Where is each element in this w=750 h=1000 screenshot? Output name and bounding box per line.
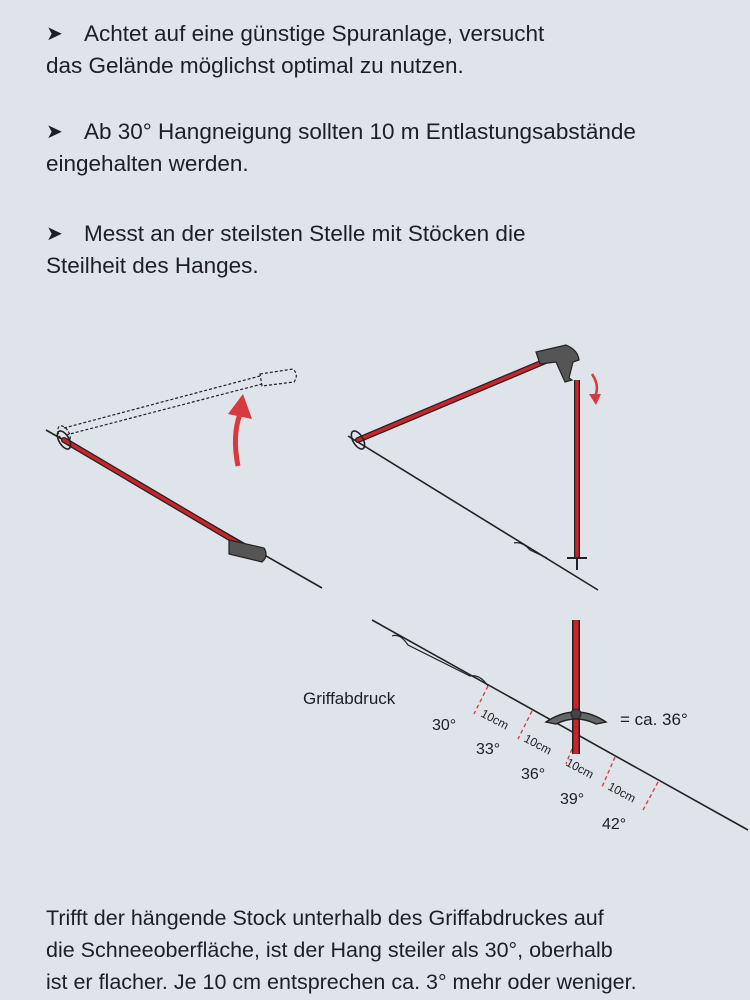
arrow-bullet-icon: ➤ bbox=[46, 23, 63, 45]
footer-line1: Trifft der hängende Stock unterhalb des Griffabdruckes auf bbox=[46, 906, 604, 930]
panel-pole-rotation bbox=[46, 369, 322, 588]
grip-mark bbox=[392, 635, 488, 686]
footer-line2: die Schneeoberfläche, ist der Hang steiler als 30°, oberhalb bbox=[46, 938, 613, 962]
explanation-paragraph bbox=[46, 902, 746, 998]
bullet-text-line1: Messt an der steilsten Stelle mit Stöcken die bbox=[84, 221, 526, 246]
spacing-label: 10cm bbox=[563, 755, 597, 782]
arrow-bullet-icon: ➤ bbox=[46, 223, 63, 245]
bullet-text-line2: das Gelände möglichst optimal zu nutzen. bbox=[46, 53, 464, 78]
slope-measurement-diagram bbox=[0, 320, 750, 900]
swing-down-arrow-icon bbox=[589, 374, 601, 405]
angle-label-39: 39° bbox=[560, 791, 585, 808]
angle-label-33: 33° bbox=[476, 741, 501, 758]
hanging-pole bbox=[567, 380, 587, 570]
bullet-measure bbox=[46, 218, 736, 282]
grip-mark-label: Griffabdruck bbox=[303, 689, 396, 708]
bullet-text-line2: eingehalten werden. bbox=[46, 151, 249, 176]
result-label: = ca. 36° bbox=[620, 710, 688, 729]
bullet-terrain bbox=[46, 18, 736, 82]
rotate-up-arrow-icon bbox=[228, 394, 252, 466]
bullet-text-line1: Achtet auf eine günstige Spuranlage, versucht bbox=[84, 21, 545, 46]
panel-pole-hanging bbox=[348, 345, 601, 590]
bullet-spacing bbox=[46, 116, 736, 180]
bullet-text-line2: Steilheit des Hanges. bbox=[46, 253, 259, 278]
ski-pole-icon bbox=[546, 620, 606, 754]
bullet-text-line1: Ab 30° Hangneigung sollten 10 m Entlastungsabstände bbox=[84, 119, 636, 144]
slope-line bbox=[348, 436, 598, 590]
angle-label-42: 42° bbox=[602, 816, 627, 833]
spacing-label: 10cm bbox=[478, 706, 512, 733]
raised-pole-outline bbox=[55, 369, 296, 444]
spacing-label: 10cm bbox=[605, 779, 639, 806]
ski-pole-icon bbox=[349, 345, 579, 451]
angle-label-30: 30° bbox=[432, 717, 457, 734]
footer-line3: ist er flacher. Je 10 cm entsprechen ca. 3° mehr oder weniger. bbox=[46, 970, 637, 994]
panel-angle-reading bbox=[303, 620, 748, 833]
arrow-bullet-icon: ➤ bbox=[46, 121, 63, 143]
grip-mark bbox=[514, 543, 547, 558]
spacing-label: 10cm bbox=[521, 731, 555, 758]
angle-label-36: 36° bbox=[521, 766, 546, 783]
